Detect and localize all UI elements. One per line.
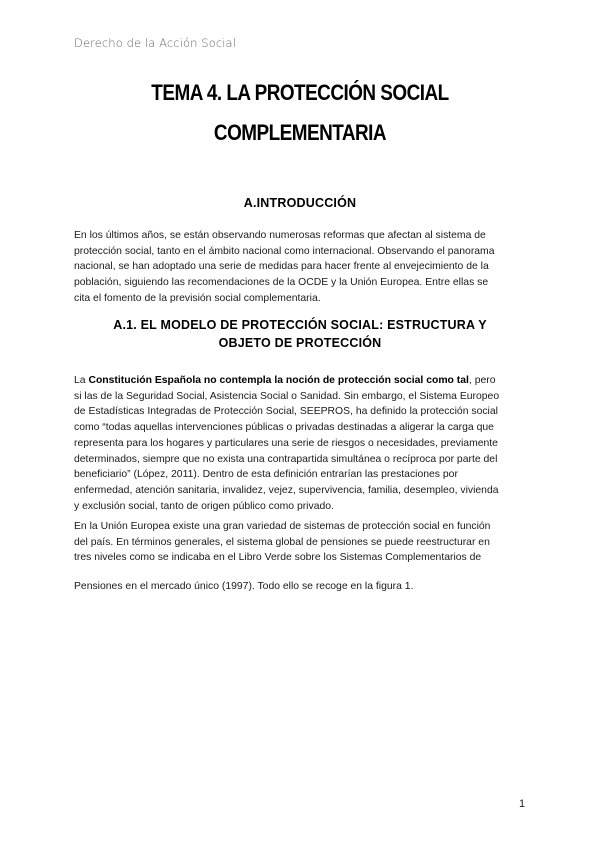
running-header: Derecho de la Acción Social [74,36,236,50]
page-number: 1 [519,798,526,810]
paragraph-line: población, siguiendo las recomendaciones de la OCDE y la Unión Europea. Entre ellas se [74,277,489,289]
text-prefix: La [74,375,89,386]
paragraph-line: de Estadísticas Integradas de Protección Social, SEEPROS, ha definido la protección social [74,406,498,418]
paragraph-union-europea [74,519,534,566]
paragraph-line: enfermedad, atención sanitaria, invalidez, vejez, supervivencia, familia, desempleo, vivienda [74,484,499,496]
paragraph-line: tres niveles como se indicaba en el Libro Verde sobre los Sistemas Complementarios de [74,552,482,564]
paragraph-line: beneficiario” (López, 2011). Dentro de esta definición entrarían las prestaciones por [74,469,458,481]
subsection-heading-line-2: OBJETO DE PROTECCIÓN [218,336,382,350]
paragraph-line: del país. En términos generales, el sistema global de pensiones se puede reestructurar en [74,536,490,548]
paragraph-line: representa para los hogares y particulares una serie de riesgos o necesidades, previamente [74,437,498,449]
document-title-line-1: TEMA 4. LA PROTECCIÓN SOCIAL [151,80,449,105]
document-title-line-2: COMPLEMENTARIA [213,120,387,145]
paragraph-pensiones [74,579,534,595]
bold-text: Constitución Española no contempla la noción de protección social como tal [88,375,469,386]
paragraph-line: Pensiones en el mercado único (1997). Todo ello se recoge en la figura 1. [74,581,414,592]
paragraph-introduccion [74,228,534,307]
paragraph-constitucion [74,373,534,514]
paragraph-line: protección social, tanto en el ámbito nacional como internacional. Observando el panorama [74,245,495,257]
paragraph-line: nacional, se han adoptado una serie de medidas para hacer frente al envejecimiento de la [74,261,489,273]
paragraph-line: determinados, siempre que no exista una contrapartida simultánea o recíproca por parte del [74,453,498,465]
paragraph-line: como “todas aquellas intervenciones públicas o privadas destinadas a aligerar la carga que [74,422,494,434]
section-heading-introduccion: A.INTRODUCCIÓN [243,196,357,210]
subsection-heading-line-1: A.1. EL MODELO DE PROTECCIÓN SOCIAL: ESTRUCTURA Y [113,318,487,332]
text-suffix: , pero [468,375,496,386]
paragraph-line: cita el fomento de la previsión social complementaria. [74,292,321,304]
paragraph-line: En los últimos años, se están observando numerosas reformas que afectan al sistema de [74,230,486,241]
paragraph-line: si las de la Seguridad Social, Asistencia Social o Sanidad. Sin embargo, el Sistema Europeo [74,390,500,402]
paragraph-line: y exclusión social, tanto de origen público como privado. [74,500,334,512]
paragraph-line: En la Unión Europea existe una gran variedad de sistemas de protección social en función [74,521,491,532]
paragraph-line [74,373,534,389]
